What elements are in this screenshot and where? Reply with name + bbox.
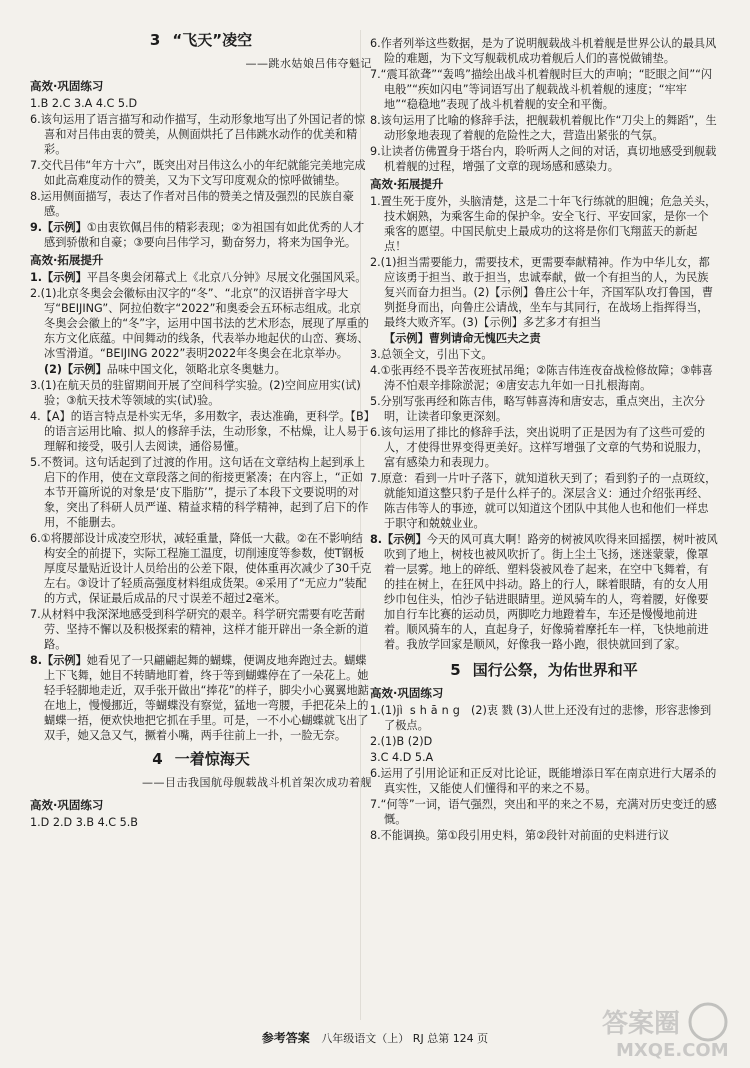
- answer-item: 1.置生死于度外，头脑清楚，这是二十年飞行练就的胆魄；危急关头，技术娴熟，为乘客生命的保护伞。安全飞行、平安回家，是你一个乘客的愿望。中国民航史上最成功的这将是你们飞翔蓝天的新起点！: [370, 195, 717, 253]
- answer-item: [370, 532, 718, 652]
- answer-item: 7.交代吕伟“年方十六”，既突出对吕伟这么小的年纪就能完美地完成如此高难度动作的赞美，又为下文写印度观众的惊呼做铺垫。: [30, 159, 366, 187]
- subsection-heading: 高效·巩固练习: [370, 686, 444, 700]
- answer-item: 8.运用侧面描写，表达了作者对吕伟的赞美之情及强烈的民族自豪感。: [30, 190, 354, 218]
- answer-item: 2.(1)B (2)D: [370, 735, 433, 748]
- section-subtitle: ——跳水姑娘吕伟夺魁记: [245, 57, 372, 70]
- section-subtitle: ——目击我国航母舰载战斗机首架次成功着舰: [142, 776, 372, 789]
- answer-item: 7.原意：看到一片叶子落下，就知道秋天到了；看到豹子的一点斑纹，就能知道这整只豹子是什么样子的。深层含义：通过介绍张再经、陈吉伟等人的事迹，就可以知道这个团队中其他人也和他们一样忠于职守和兢兢业业。: [370, 472, 717, 530]
- answer-item: 3.(1)在航天员的驻留期间开展了空间科学实验。(2)空间应用实(试)验；③航天技术等领域的实(试)验。: [30, 379, 361, 407]
- left-column: [30, 30, 372, 831]
- subsection-heading: 高效·拓展提升: [30, 253, 104, 267]
- section-title-text: 一着惊海天: [174, 750, 250, 768]
- answer-text: ①由衷钦佩吕伟的精彩表现；②为祖国有如此优秀的人才感到骄傲和自豪；③要向吕伟学习，勤奋努力，将来为国争光。: [44, 221, 365, 249]
- footer-reference-label: 参考答案: [261, 1031, 310, 1045]
- answer-text: (2)衷 戮 (3)人世上还没有过的悲惨，形容悲惨到了极点。: [384, 704, 712, 732]
- section-number: 4: [152, 750, 163, 768]
- section-title-text: 国行公祭，为佑世界和平: [472, 661, 638, 679]
- answer-item: 3.C 4.D 5.A: [370, 751, 434, 764]
- section-title: [30, 749, 372, 769]
- section-number: 5: [450, 661, 461, 679]
- example-tag: 【示例】: [384, 332, 429, 345]
- answer-item: 7.从材料中我深深地感受到科学研究的艰辛。科学研究需要有吃苦耐劳、坚持不懈以及积极探索的精神，这样才能开辟出一条全新的道路。: [30, 608, 369, 651]
- pinyin-text: shāng: [409, 704, 464, 717]
- answer-text: 品味中国文化，领略北京冬奥魅力。: [106, 363, 286, 376]
- answer-item: 2.(1)北京冬奥会会徽标由汉字的“冬”、“北京”的汉语拼音字母大写“BEIJING”、阿拉伯数字“2022”和奥委会五环标志组成。北京冬奥会会徽上的“冬”字，运用中国书法的艺术形态，展现了厚重的东方文化底蕴。中间舞动的线条，代表举办地起伏的山峦、赛场、冰雪滑道。“BEIJING 2022”表明2022年冬奥会在北京举办。: [30, 287, 369, 360]
- section-title: [370, 660, 718, 680]
- answer-item: [370, 331, 718, 346]
- watermark-circle: [690, 1004, 726, 1040]
- example-tag: 9.【示例】: [30, 221, 87, 234]
- right-column: [370, 36, 718, 844]
- answer-item: [370, 703, 718, 733]
- answer-item: 2.(1)担当需要能力，需要技术，更需要奉献精神。作为中华儿女，都应该勇于担当、敢于担当，忠诚奉献，做一个有担当的人，为民族复兴而奋力担当。(2)【示例】鲁庄公十年，齐国军队攻打鲁国，曹刿挺身而出，向鲁庄公请战，坐车与其同行，在战场上指挥得当，最终大败齐军。(3)【示例】多艺多才有担当: [370, 256, 714, 329]
- answer-item: 1.D 2.D 3.B 4.C 5.B: [30, 816, 138, 829]
- answer-item: 5.分别写张再经和陈吉伟，略写韩喜涛和唐安志，重点突出，主次分明，让读者印象更深刻。: [370, 395, 706, 423]
- answer-item: [30, 270, 372, 285]
- answer-item: 5.不赘词。这句话起到了过渡的作用。这句话在文章结构上起到承上启下的作用，使在文章段落之间的衔接更紧凑；在内容上，“正如本节开篇所说的对象是‘皮下脂肪’”，提示了本段下文要说明的对象，突出了科研人员严谨、精益求精的科学精神，起到了启下的作用，不能删去。: [30, 456, 369, 529]
- answer-text: 她看见了一只翩翩起舞的蝴蝶，便调皮地奔跑过去。蝴蝶上下飞舞，她目不转睛地盯着，终于等到蝴蝶停在了一朵花上。她轻手轻脚地走近，双手张开做出“捧花”的样子，脚尖小心翼翼地踮在地上，慢慢挪近，等蝴蝶没有察觉，猛地一弯腰，手把花朵上的蝴蝶一捂，便欢快地把它抓在手里。可是，一不小心蝴蝶就飞出了双手，她又急又气，撅着小嘴，两手往前上一扑，一脸无奈。: [44, 654, 369, 742]
- subsection-heading: 高效·巩固练习: [30, 79, 104, 93]
- subsection-heading: 高效·巩固练习: [30, 798, 104, 812]
- answer-item: 4.①张再经不畏辛苦夜班拭吊绳；②陈吉伟连夜奋战检修故障；③韩喜涛不怕艰辛排除淤泥；④唐安志九年如一日扎根海南。: [370, 364, 713, 392]
- answer-item: 6.运用了引用论证和正反对比论证，既能增添日军在南京进行大屠杀的真实性，又能使人们懂得和平的来之不易。: [370, 767, 717, 795]
- answer-item: [30, 220, 372, 250]
- subsection-heading: 高效·拓展提升: [370, 177, 444, 191]
- watermark-logo: [596, 998, 736, 1062]
- example-tag: (2)【示例】: [44, 363, 107, 376]
- answer-item: 6.该句运用了语言描写和动作描写，生动形象地写出了外国记者的惊喜和对吕伟由衷的赞美，从侧面烘托了吕伟跳水动作的优美和精彩。: [30, 113, 366, 156]
- answer-item: 8.该句运用了比喻的修辞手法，把舰载机着舰比作“刀尖上的舞蹈”，生动形象地表现了着舰的危险性之大，营造出紧张的气氛。: [370, 114, 717, 142]
- answer-item: 6.作者列举这些数据，是为了说明舰载战斗机着舰是世界公认的最具风险的难题，为下文写舰载机成功着舰后人们的喜悦做铺垫。: [370, 37, 717, 65]
- answer-text: 平昌冬奥会闭幕式上《北京八分钟》尽展文化强国风采。: [86, 271, 367, 284]
- example-tag: 8.【示例】: [370, 533, 427, 546]
- footer-page-info: 八年级语文（上） RJ 总第 124 页: [321, 1032, 489, 1045]
- answer-item: 7.“震耳欲聋”“轰鸣”描绘出战斗机着舰时巨大的声响；“眨眼之间”“闪电般”“疾如闪电”等词语写出了舰载战斗机着舰的速度；“牢牢地”“稳稳地”表现了战斗机着舰的安全和平衡。: [370, 68, 713, 111]
- watermark-url: MXQE.COM: [616, 1040, 729, 1061]
- answer-item: 9.让读者仿佛置身于塔台内，聆听两人之间的对话，真切地感受到舰载机着舰的过程，增强了文章的现场感和感染力。: [370, 145, 717, 173]
- answer-text: 曹刿请命无愧匹夫之责: [428, 332, 541, 345]
- answer-item: 1.B 2.C 3.A 4.C 5.D: [30, 97, 138, 110]
- answer-item: 6.该句运用了排比的修辞手法，突出说明了正是因为有了这些可爱的人，才使得世界变得更美好。这样写增强了文章的气势和说服力，富有感染力和表现力。: [370, 426, 709, 469]
- answer-text: 今天的风可真大啊！路旁的树被风吹得来回摇摆，树叶被风吹到了地上，树枝也被风吹折了。街上尘土飞扬，迷迷蒙蒙，像罩着一层雾。地上的碎纸、塑料袋被风卷了起来，在空中飞舞着，有的挂在树上，在狂风中抖动。路上的行人，眯着眼睛，有的女人用纱巾包住头，怕沙子钻进眼睛里。逆风骑车的人，弯着腰，好像要加自行车比赛的运动员，两脚吃力地蹬着车，车还是慢慢地前进着。顺风骑车的人，直起身子，好像骑着摩托车一样，飞快地前进着。我放学回家是顺风，好像我一路小跑，很快就回到了家。: [384, 533, 718, 651]
- answer-item: 3.总领全文，引出下文。: [370, 348, 493, 361]
- answer-item: 8.不能调换。第①段引用史料，第②段针对前面的史料进行议: [370, 829, 670, 842]
- answer-item: [30, 653, 372, 743]
- example-tag: 8.【示例】: [30, 654, 87, 667]
- answer-item: [30, 362, 372, 377]
- answer-item: 7.“何等”一词，语气强烈，突出和平的来之不易，充满对历史变迁的感慨。: [370, 798, 717, 826]
- answer-item: 4.【A】的语言特点是朴实无华，多用数字，表达准确，更科学。【B】的语言运用比喻、拟人的修辞手法，生动形象，不枯燥，让人易于理解和接受，吸引人去阅读，通俗易懂。: [30, 410, 370, 453]
- example-tag: 1.【示例】: [30, 271, 87, 284]
- answer-item: 6.①将腰部设计成凌空形状，减轻重量，降低一大截。②在不影响结构安全的前提下，实际工程施工温度，切削速度等参数，使T钢板厚度尽量贴近设计人员给出的公差下限，使体重再次减少了30千克左右。③设计了轻质高强度材料组成货架。④采用了“无应力”装配的方式，保证最后成品的尺寸误差不超过2毫米。: [30, 532, 372, 605]
- watermark-text: 答案圈: [602, 1009, 681, 1039]
- answer-text: 1.(1)jì: [370, 704, 403, 717]
- section-title-text: “飞天”凌空: [172, 31, 253, 49]
- section-title: [30, 30, 372, 50]
- section-number: 3: [149, 31, 161, 49]
